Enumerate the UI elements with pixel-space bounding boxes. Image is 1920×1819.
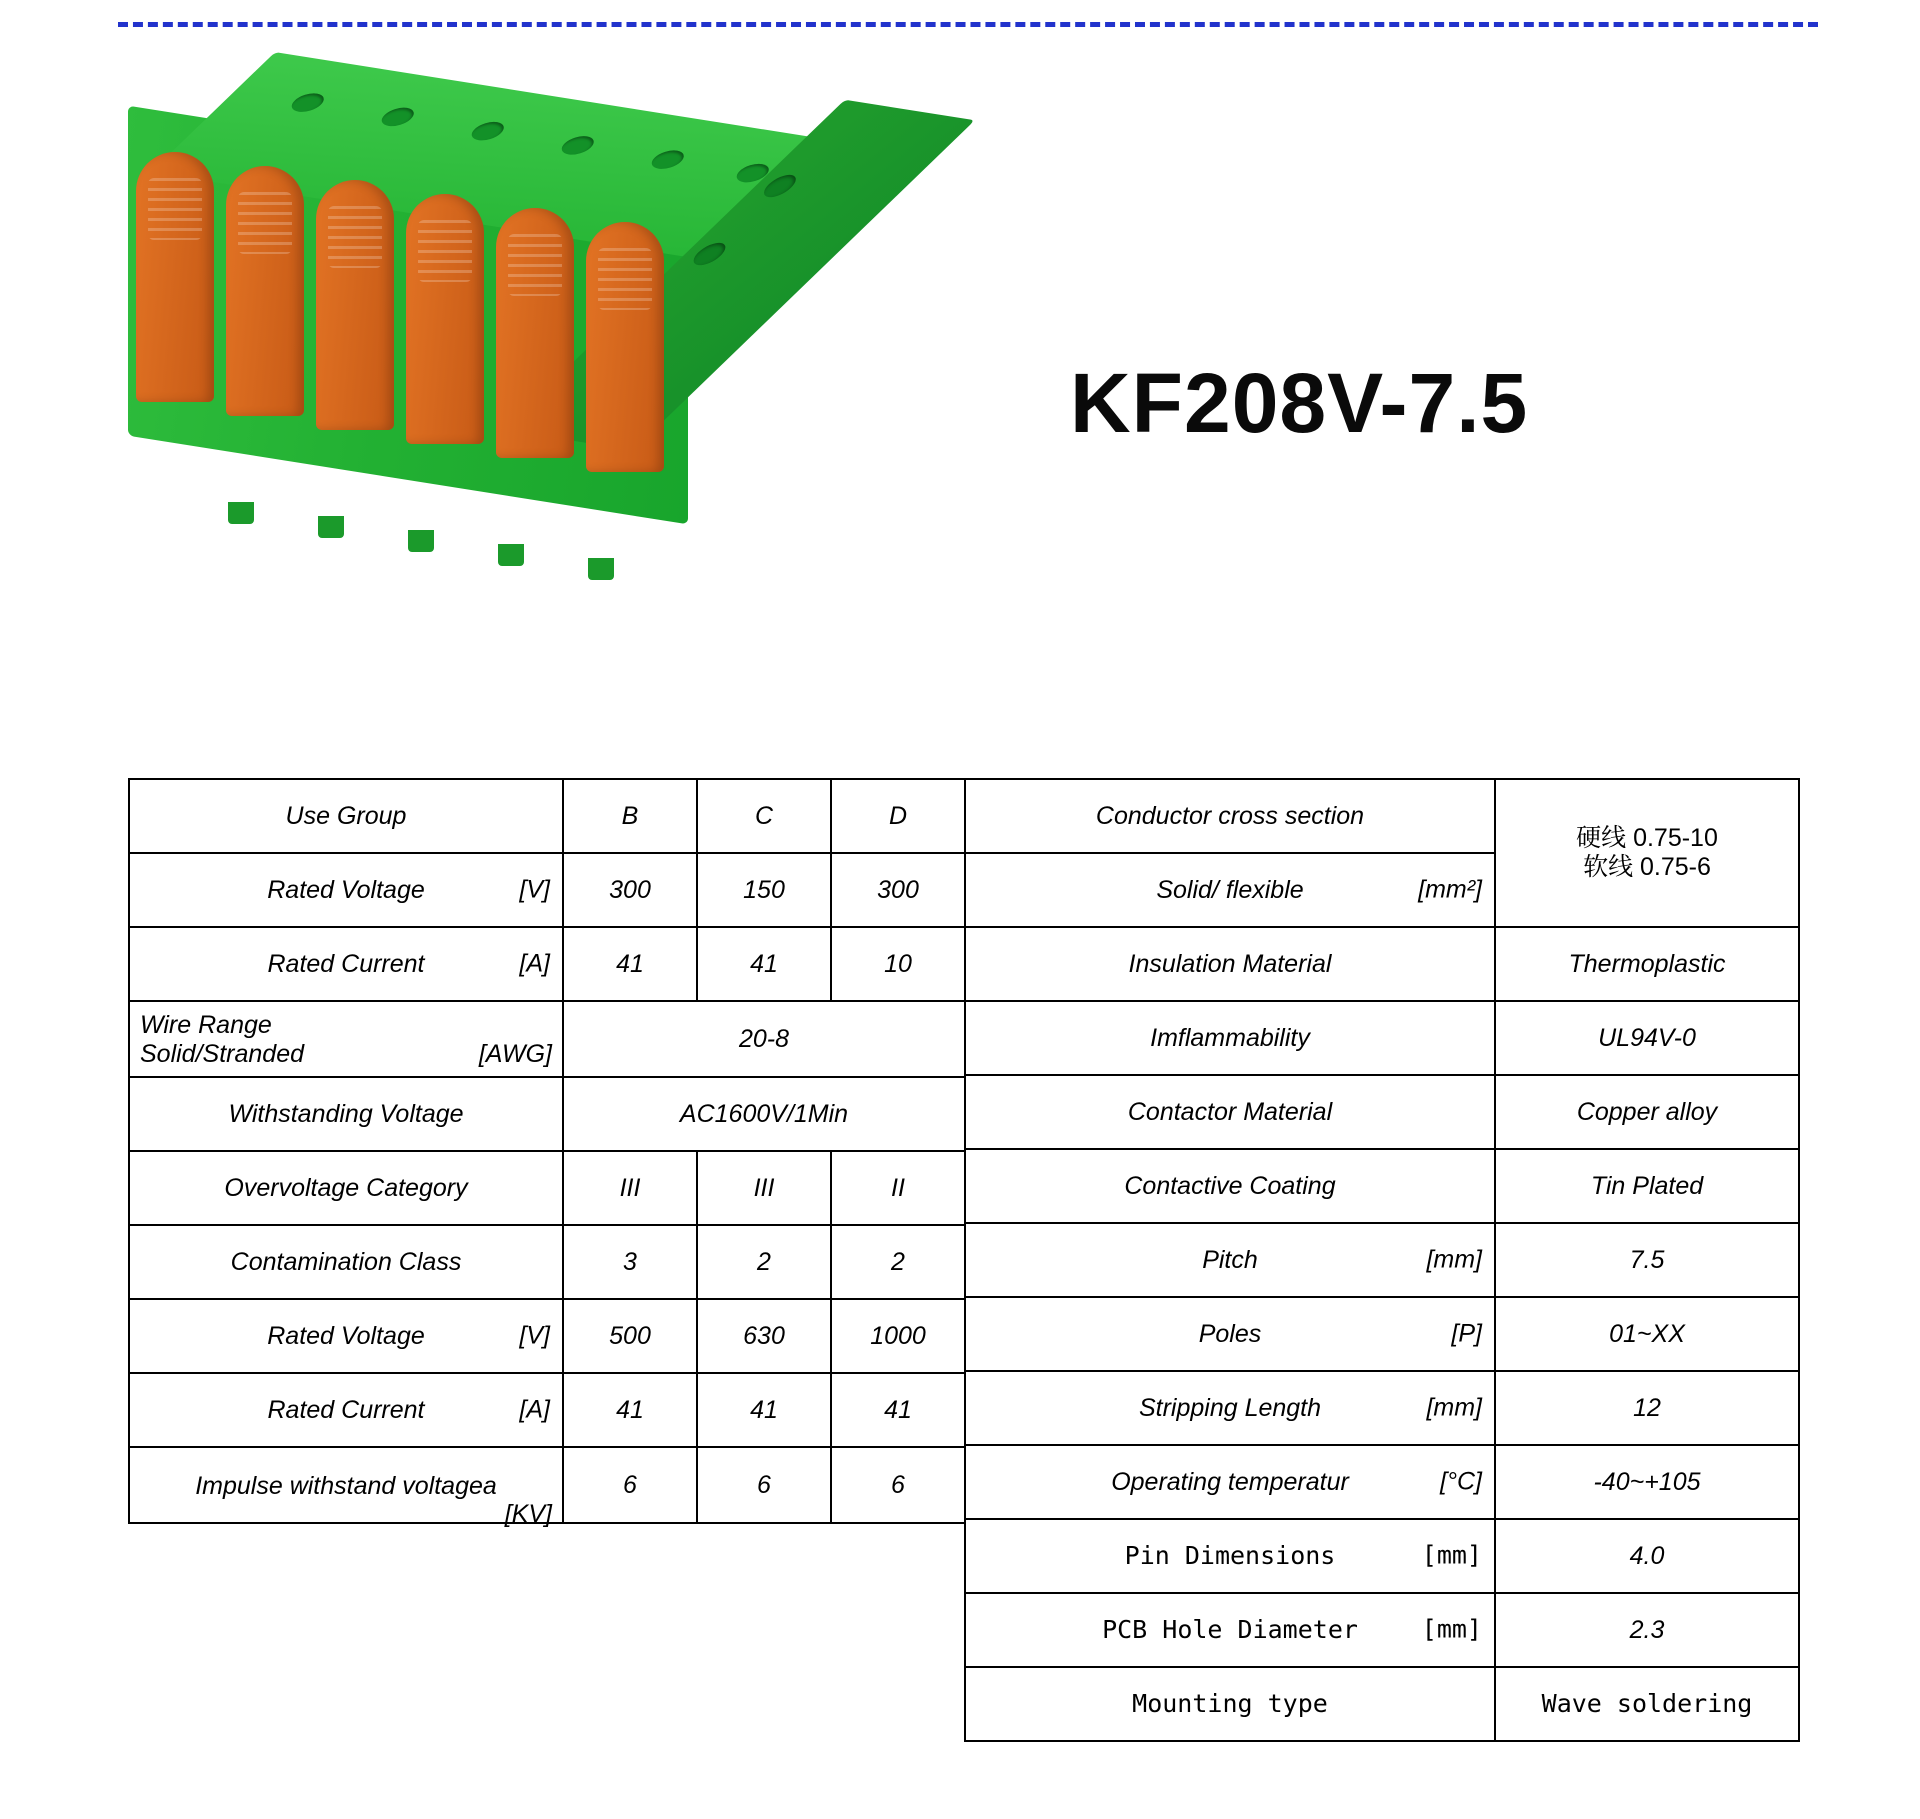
table-row	[965, 1223, 1799, 1297]
row-label: Imflammability	[965, 1001, 1495, 1075]
cell-value: 630	[697, 1299, 831, 1373]
table-row	[965, 1149, 1799, 1223]
cell-value: III	[697, 1151, 831, 1225]
row-label-text: Rated Current	[267, 949, 425, 978]
material-spec-table	[964, 778, 1800, 1742]
cell-value: -40~+105	[1495, 1445, 1799, 1519]
lever-grip	[328, 206, 382, 268]
table-row	[965, 779, 1799, 853]
cell-value-line1: 硬线 0.75-10	[1576, 824, 1718, 853]
lever	[496, 208, 574, 458]
lever-grip	[238, 192, 292, 254]
row-label	[129, 1001, 563, 1077]
row-label-text: Pin Dimensions	[1124, 1540, 1336, 1570]
cell-value: 7.5	[1495, 1223, 1799, 1297]
top-hole	[285, 92, 330, 114]
table-row	[965, 1445, 1799, 1519]
lever	[406, 194, 484, 444]
table-row	[129, 1151, 965, 1225]
lever	[586, 222, 664, 472]
cell-value: 41	[697, 1373, 831, 1447]
cell-value: 41	[563, 927, 697, 1001]
cell-value: 6	[831, 1447, 965, 1523]
row-label	[129, 853, 563, 927]
row-unit: [mm]	[1426, 1245, 1482, 1274]
cell-value: II	[831, 1151, 965, 1225]
row-unit: [mm²]	[1418, 875, 1482, 904]
cell-value: 12	[1495, 1371, 1799, 1445]
row-unit: [mm]	[1421, 1540, 1482, 1570]
pin	[588, 558, 614, 580]
row-label: Contactor Material	[965, 1075, 1495, 1149]
cell-value: Tin Plated	[1495, 1149, 1799, 1223]
row-label	[965, 1371, 1495, 1445]
row-label: Contactive Coating	[965, 1149, 1495, 1223]
row-unit: [KV]	[504, 1500, 552, 1529]
pin	[318, 516, 344, 538]
row-label	[129, 1373, 563, 1447]
row-label-line1: Impulse withstand voltagea	[195, 1471, 497, 1500]
row-label: Insulation Material	[965, 927, 1495, 1001]
row-label	[129, 1447, 563, 1529]
cell-value: 41	[831, 1373, 965, 1447]
cell-value: UL94V-0	[1495, 1001, 1799, 1075]
row-label	[965, 1297, 1495, 1371]
cell-value: 500	[563, 1299, 697, 1373]
table-row	[129, 1225, 965, 1299]
table-row	[129, 1447, 965, 1523]
row-label-text: Stripping Length	[1138, 1393, 1322, 1422]
row-unit: [°C]	[1440, 1467, 1482, 1496]
cell-value: 2.3	[1495, 1593, 1799, 1667]
table-row	[129, 853, 965, 927]
row-label: Use Group	[129, 779, 563, 853]
row-unit: [P]	[1451, 1319, 1482, 1348]
row-label-text: Rated Voltage	[267, 875, 425, 904]
top-hole	[375, 106, 420, 128]
top-hole	[555, 134, 600, 156]
row-unit: [mm]	[1421, 1614, 1482, 1644]
lever-grip	[418, 220, 472, 282]
table-row	[129, 1077, 965, 1151]
table-row	[965, 1371, 1799, 1445]
lever	[136, 152, 214, 402]
top-divider	[118, 22, 1818, 27]
pin	[498, 544, 524, 566]
cell-value: 41	[563, 1373, 697, 1447]
lever-grip	[598, 248, 652, 310]
table-row	[129, 1001, 965, 1077]
column-header-c: C	[697, 779, 831, 853]
row-label-line2	[140, 1040, 552, 1069]
top-hole	[465, 120, 510, 142]
pin	[228, 502, 254, 524]
row-unit: [mm]	[1426, 1393, 1482, 1422]
product-image	[118, 120, 938, 560]
cell-value: 41	[697, 927, 831, 1001]
electrical-spec-table	[128, 778, 966, 1529]
row-label	[965, 1519, 1495, 1593]
cell-value: 300	[831, 853, 965, 927]
cell-value: 2	[697, 1225, 831, 1299]
pin	[408, 530, 434, 552]
row-label-text: Pitch	[1202, 1245, 1258, 1274]
cell-value: 6	[697, 1447, 831, 1523]
row-label: Withstanding Voltage	[129, 1077, 563, 1151]
table-row	[129, 1373, 965, 1447]
row-label: Mounting type	[965, 1667, 1495, 1741]
row-unit: [A]	[519, 949, 550, 978]
row-label	[965, 1593, 1495, 1667]
row-label-text: Rated Voltage	[267, 1321, 425, 1350]
row-label-text: PCB Hole Diameter	[1102, 1614, 1358, 1644]
table-row	[965, 927, 1799, 1001]
row-label	[129, 1299, 563, 1373]
row-label-text: Poles	[1198, 1319, 1262, 1348]
row-label-text: Rated Current	[267, 1395, 425, 1424]
cell-value-span: AC1600V/1Min	[563, 1077, 965, 1151]
row-label-text: Solid/ flexible	[1156, 875, 1304, 904]
cell-value: 10	[831, 927, 965, 1001]
cell-value: 2	[831, 1225, 965, 1299]
cell-value: Thermoplastic	[1495, 927, 1799, 1001]
table-row	[965, 1667, 1799, 1741]
lever	[316, 180, 394, 430]
row-label: Overvoltage Category	[129, 1151, 563, 1225]
row-label	[965, 1223, 1495, 1297]
row-unit: [V]	[519, 1321, 550, 1350]
row-label-text: Operating temperatur	[1111, 1467, 1349, 1496]
row-label: Contamination Class	[129, 1225, 563, 1299]
table-row	[129, 927, 965, 1001]
table-row	[965, 1075, 1799, 1149]
product-title: KF208V-7.5	[1070, 356, 1529, 450]
table-row	[129, 1299, 965, 1373]
row-label-line1: Wire Range	[140, 1011, 272, 1040]
row-label-line2-text: Solid/Stranded	[140, 1040, 305, 1068]
cell-value: 300	[563, 853, 697, 927]
cell-value: 3	[563, 1225, 697, 1299]
side-hole	[758, 173, 803, 198]
cell-value: 1000	[831, 1299, 965, 1373]
side-hole	[687, 241, 732, 266]
cell-value-line2: 软线 0.75-6	[1583, 853, 1711, 881]
table-row	[965, 1297, 1799, 1371]
table-row	[965, 1519, 1799, 1593]
table-row	[129, 779, 965, 853]
cell-value: III	[563, 1151, 697, 1225]
cell-value: 4.0	[1495, 1519, 1799, 1593]
cell-value: Wave soldering	[1495, 1667, 1799, 1741]
table-row	[965, 1001, 1799, 1075]
cell-value	[1495, 779, 1799, 927]
lever-grip	[508, 234, 562, 296]
row-unit: [A]	[519, 1395, 550, 1424]
cell-value: 6	[563, 1447, 697, 1523]
cell-value: 01~XX	[1495, 1297, 1799, 1371]
row-label	[965, 853, 1495, 927]
top-hole	[645, 149, 690, 171]
row-unit: [V]	[519, 875, 550, 904]
row-unit: [AWG]	[478, 1040, 552, 1068]
lever	[226, 166, 304, 416]
lever-grip	[148, 178, 202, 240]
row-label	[129, 927, 563, 1001]
row-label	[965, 1445, 1495, 1519]
cell-value: Copper alloy	[1495, 1075, 1799, 1149]
row-label: Conductor cross section	[965, 779, 1495, 853]
table-row	[965, 1593, 1799, 1667]
cell-value: 150	[697, 853, 831, 927]
column-header-d: D	[831, 779, 965, 853]
column-header-b: B	[563, 779, 697, 853]
cell-value-span: 20-8	[563, 1001, 965, 1077]
